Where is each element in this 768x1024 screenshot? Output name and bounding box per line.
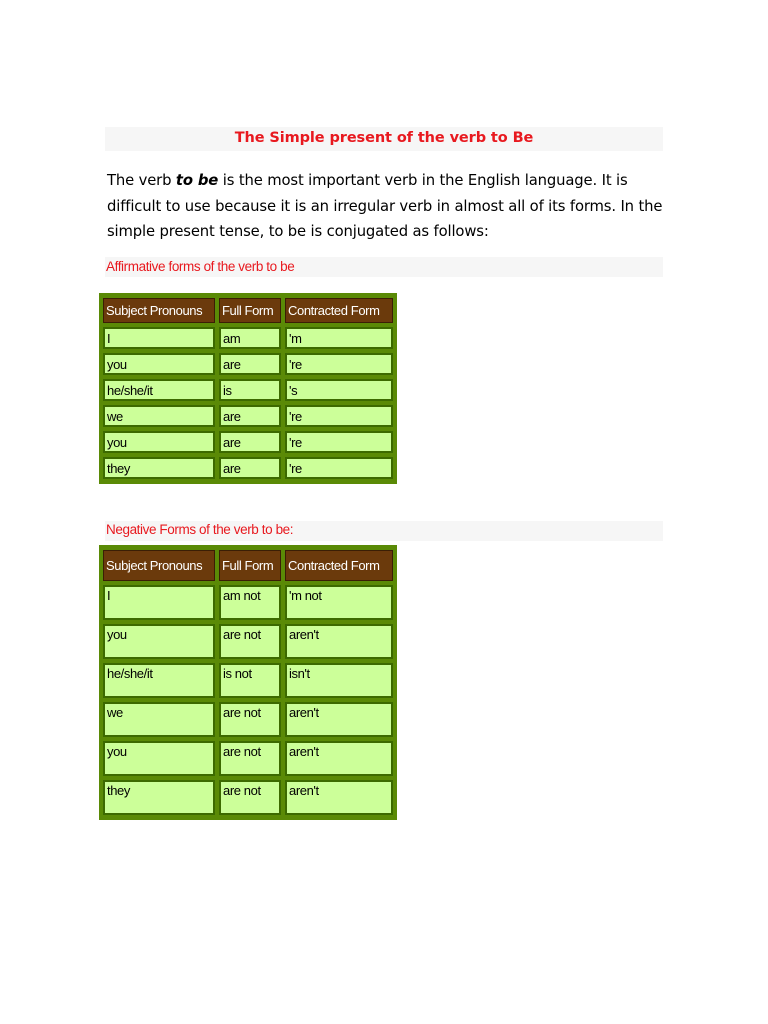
table-row xyxy=(103,457,393,479)
page-title: The Simple present of the verb to Be xyxy=(234,130,534,146)
affirmative-table xyxy=(99,293,397,484)
pronoun-cell: you xyxy=(103,624,215,659)
table-row xyxy=(103,353,393,375)
pronoun-cell: he/she/it xyxy=(103,379,215,401)
table-row xyxy=(103,379,393,401)
full-form-cell: am xyxy=(219,327,281,349)
pronoun-cell: they xyxy=(103,457,215,479)
contracted-form-cell: aren't xyxy=(285,624,393,659)
contracted-form-cell: aren't xyxy=(285,702,393,737)
table-row xyxy=(103,663,393,698)
pronoun-cell: I xyxy=(103,585,215,620)
contracted-form-cell: 're xyxy=(285,431,393,453)
contracted-form-cell: 're xyxy=(285,457,393,479)
full-form-cell: are not xyxy=(219,780,281,815)
table-row xyxy=(103,431,393,453)
pronoun-cell: you xyxy=(103,431,215,453)
header-full-form: Full Form xyxy=(219,550,281,581)
table-row xyxy=(103,624,393,659)
table-row xyxy=(103,405,393,427)
contracted-form-cell: 're xyxy=(285,405,393,427)
pronoun-cell: we xyxy=(103,702,215,737)
contracted-form-cell: aren't xyxy=(285,741,393,776)
negative-table xyxy=(99,545,397,820)
pronoun-cell: you xyxy=(103,741,215,776)
table-row xyxy=(103,585,393,620)
contracted-form-cell: isn't xyxy=(285,663,393,698)
full-form-cell: am not xyxy=(219,585,281,620)
header-contracted-form: Contracted Form xyxy=(285,298,393,323)
table-header-row xyxy=(103,298,393,323)
full-form-cell: are xyxy=(219,353,281,375)
pronoun-cell: we xyxy=(103,405,215,427)
header-subject-pronouns: Subject Pronouns xyxy=(103,298,215,323)
intro-text-after: is the most important verb in the English language. It is difficult to use because it is an irregular verb in almost all of its forms. In the simple present tense, to be is conjugated as follows: xyxy=(107,172,663,240)
pronoun-cell: they xyxy=(103,780,215,815)
contracted-form-cell: 'm xyxy=(285,327,393,349)
table-row xyxy=(103,741,393,776)
contracted-form-cell: 'm not xyxy=(285,585,393,620)
header-full-form: Full Form xyxy=(219,298,281,323)
pronoun-cell: I xyxy=(103,327,215,349)
pronoun-cell: he/she/it xyxy=(103,663,215,698)
contracted-form-cell: aren't xyxy=(285,780,393,815)
table-row xyxy=(103,780,393,815)
contracted-form-cell: 's xyxy=(285,379,393,401)
full-form-cell: are xyxy=(219,457,281,479)
contracted-form-cell: 're xyxy=(285,353,393,375)
full-form-cell: are xyxy=(219,405,281,427)
table-header-row xyxy=(103,550,393,581)
intro-emphasis: to be xyxy=(175,172,219,189)
pronoun-cell: you xyxy=(103,353,215,375)
intro-paragraph xyxy=(107,168,667,245)
intro-text-before: The verb xyxy=(107,172,176,189)
full-form-cell: is not xyxy=(219,663,281,698)
full-form-cell: is xyxy=(219,379,281,401)
full-form-cell: are not xyxy=(219,624,281,659)
header-subject-pronouns: Subject Pronouns xyxy=(103,550,215,581)
table-row xyxy=(103,327,393,349)
full-form-cell: are xyxy=(219,431,281,453)
full-form-cell: are not xyxy=(219,741,281,776)
full-form-cell: are not xyxy=(219,702,281,737)
table-row xyxy=(103,702,393,737)
affirmative-heading: Affirmative forms of the verb to be xyxy=(106,259,295,274)
negative-heading: Negative Forms of the verb to be: xyxy=(106,522,294,537)
header-contracted-form: Contracted Form xyxy=(285,550,393,581)
